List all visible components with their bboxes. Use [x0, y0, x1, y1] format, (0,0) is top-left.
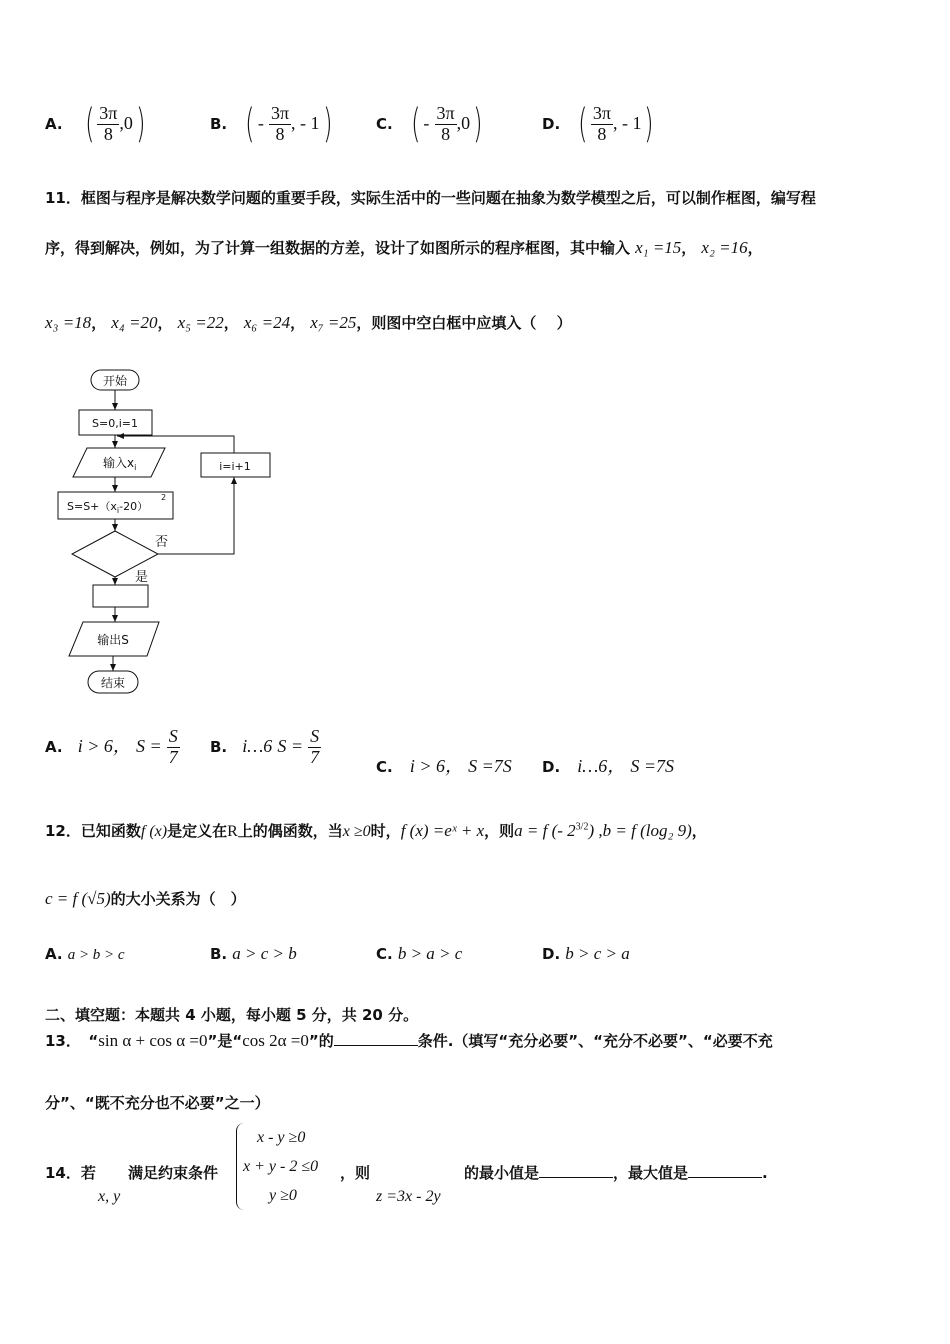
- x2-value: x₂ =16: [701, 238, 748, 257]
- fraction: $\frac{S}{7}$: [168, 726, 178, 767]
- q13-line1: 13． “sin α + cos α =0”是“cos 2α =0”的 条件.（填写“充分必要”、“充分不必要”、“必要不充: [45, 1031, 773, 1050]
- q14-vars: x, y: [98, 1188, 121, 1205]
- x5-value: x₅ =22: [177, 313, 224, 332]
- max-answer-blank[interactable]: [688, 1177, 762, 1178]
- q10-option-a[interactable]: A. ( $\frac{3\pi}{8}$ ,0): [45, 101, 146, 148]
- yes-label: 是: [135, 570, 149, 585]
- start-label: 开始: [102, 374, 128, 388]
- x7-value: x₇ =25: [310, 313, 357, 332]
- q10-option-d[interactable]: D. ( $\frac{3\pi}{8}$ , - 1): [542, 101, 654, 148]
- update-superscript: 2: [161, 493, 167, 502]
- q12-line1: 12．已知函数f (x)是定义在R上的偶函数，当x ≥0时，f (x) =eˣ + x，则a = f (- $2^{3/2}$) ,b = f (log₂ 9)，: [45, 821, 707, 840]
- q13-line2: 分”、“既不充分也不必要”之一）: [45, 1094, 270, 1112]
- init-label: S=0,i=1: [92, 417, 138, 430]
- end-label: 结束: [100, 676, 126, 690]
- min-answer-blank[interactable]: [539, 1177, 613, 1178]
- q12-option-c[interactable]: C. b > a > c: [376, 944, 463, 963]
- no-label: 否: [155, 535, 169, 550]
- update-label: $S=S+(x_i-20)$: [67, 500, 149, 515]
- x3-value: x₃ =18: [45, 313, 92, 332]
- q11-line3: x₃ =18， x₄ =20， x₅ =22， x₆ =24， x₇ =25，则图中空白框中应填入（ ）: [45, 313, 572, 332]
- q11-option-c[interactable]: C. i > 6， S =7S: [376, 756, 512, 776]
- q12-option-d[interactable]: D. b > c > a: [542, 944, 630, 963]
- q11-option-a[interactable]: A. i > 6， S = $\frac{S}{7}$: [45, 726, 178, 767]
- x1-value: x₁ =15: [635, 238, 682, 257]
- q14-answers: 的最小值是 ，最大值是 .: [464, 1164, 768, 1182]
- q11-option-d[interactable]: D. i…6， S =7S: [542, 756, 675, 776]
- q14-constraint-label: 满足约束条件: [128, 1164, 219, 1182]
- fraction: $\frac{3\pi}{8}$: [270, 103, 290, 144]
- fraction: $\frac{S}{7}$: [310, 726, 320, 767]
- q10-option-c[interactable]: C. ( - $\frac{3\pi}{8}$ ,0): [376, 101, 483, 148]
- q14-then: ，则: [340, 1164, 371, 1182]
- q11-option-b[interactable]: B. i…6 S = $\frac{S}{7}$: [210, 726, 320, 767]
- fraction: $\frac{3\pi}{8}$: [592, 103, 611, 144]
- answer-blank[interactable]: [334, 1045, 418, 1046]
- q12-line2: c = f (√5)的大小关系为（ ）: [45, 889, 246, 908]
- section-heading: 二、填空题：本题共 4 小题，每小题 5 分，共 20 分。: [45, 1006, 419, 1024]
- q14-objective: z =3x - 2y: [376, 1188, 441, 1205]
- fraction: $\frac{3\pi}{8}$: [436, 103, 455, 144]
- input-label: 输入$x_i$: [103, 456, 137, 472]
- q12-option-a[interactable]: A. a > b > c: [45, 945, 125, 963]
- q11-line2: 序，得到解决，例如，为了计算一组数据的方差，设计了如图所示的程序框图，其中输入 x₁ =15， x₂ =16，: [45, 238, 763, 257]
- q11-line1: 11．框图与程序是解决数学问题的重要手段，实际生活中的一些问题在抽象为数学模型之后，可以制作框图，编写程: [45, 189, 816, 207]
- program-flowchart: [55, 365, 285, 700]
- option-label: D.: [542, 114, 561, 133]
- q12-option-b[interactable]: B. a > c > b: [210, 944, 297, 963]
- fraction: $\frac{3\pi}{8}$: [99, 103, 118, 144]
- constraint-system: x - y ≥0 x + y - 2 ≤0 y ≥0: [236, 1123, 318, 1210]
- q14-prefix: 14．若: [45, 1164, 96, 1182]
- x4-value: x₄ =20: [111, 313, 158, 332]
- option-label: B.: [210, 114, 228, 133]
- blank-box: [93, 585, 148, 607]
- output-label: 输出S: [97, 633, 129, 647]
- x6-value: x₆ =24: [243, 313, 291, 332]
- increment-label: i=i+1: [219, 460, 251, 473]
- option-label: A.: [45, 114, 63, 133]
- q10-option-b[interactable]: B. ( - $\frac{3\pi}{8}$ , - 1): [210, 101, 333, 148]
- option-label: C.: [376, 114, 393, 133]
